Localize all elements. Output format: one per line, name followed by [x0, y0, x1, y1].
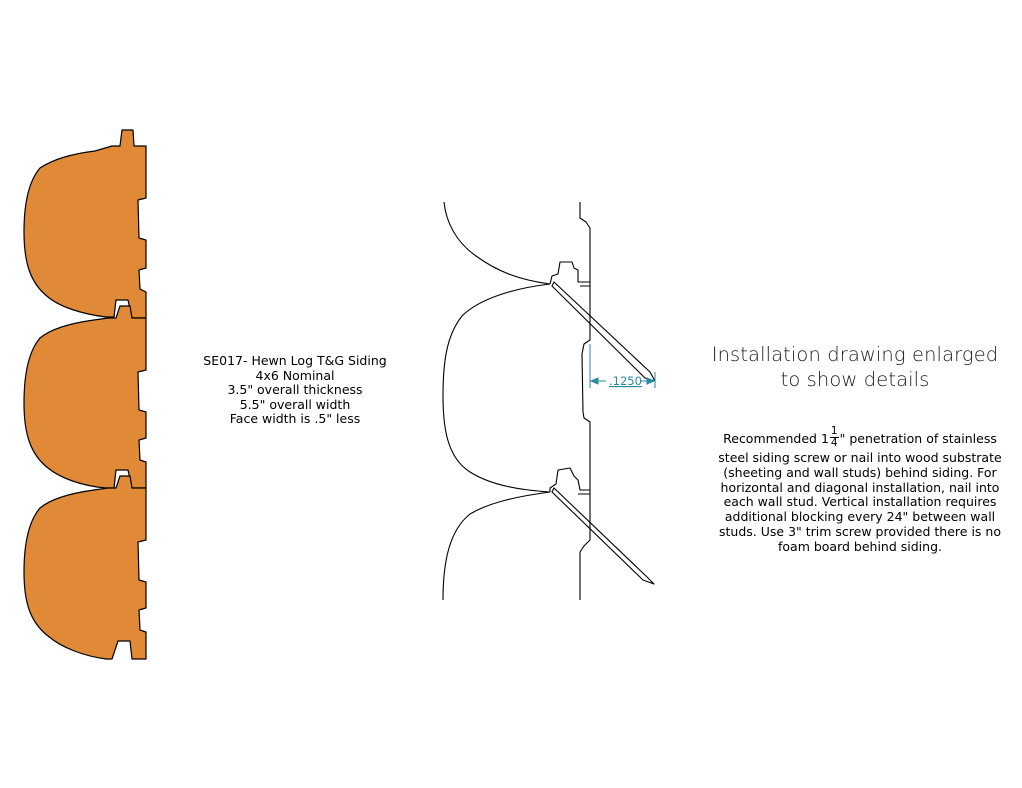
installation-note — [712, 425, 1008, 555]
nominal-size: 4x6 Nominal — [255, 367, 335, 383]
fraction-one-quarter — [830, 426, 839, 449]
wall-face-line — [580, 202, 590, 600]
product-spec-block — [200, 354, 390, 427]
board-outline-middle — [443, 284, 550, 492]
screw-bottom — [552, 488, 654, 584]
siding-board-top — [24, 130, 146, 318]
overall-width: 5.5" overall width — [239, 396, 351, 412]
note-body: " penetration of stainless steel siding screw or nail into wood substrate (sheeting and wall studs) behind siding. For horizontal and diagonal installation, nail into each wall stud. Vertical installation requires additional blocking every 24" between wall studs. Use 3" trim screw provided there is no foam board behind siding. — [718, 431, 1002, 554]
fraction-numerator: 1 — [830, 425, 838, 437]
board-outline-top — [444, 202, 550, 284]
dimension-label: .1250 — [609, 374, 642, 388]
face-width: Face width is .5" less — [229, 411, 361, 427]
fraction-denominator: 4 — [830, 437, 838, 449]
siding-board-bottom — [24, 476, 146, 659]
tongue-groove-top — [550, 262, 590, 286]
overall-thickness: 3.5" overall thickness — [227, 382, 363, 398]
note-prefix: Recommended 1 — [723, 431, 829, 446]
product-title: SE017- Hewn Log T&G Siding — [203, 353, 387, 368]
board-outline-bottom — [443, 492, 550, 600]
siding-profile-stack — [24, 130, 146, 659]
installation-title — [700, 342, 1010, 392]
penetration-dimension — [590, 344, 655, 388]
installation-title-line-1: Installation drawing enlarged — [711, 343, 999, 366]
installation-detail — [443, 202, 655, 600]
siding-board-middle — [24, 306, 146, 488]
screw-top — [552, 282, 655, 381]
installation-title-line-2: to show details — [780, 368, 930, 391]
